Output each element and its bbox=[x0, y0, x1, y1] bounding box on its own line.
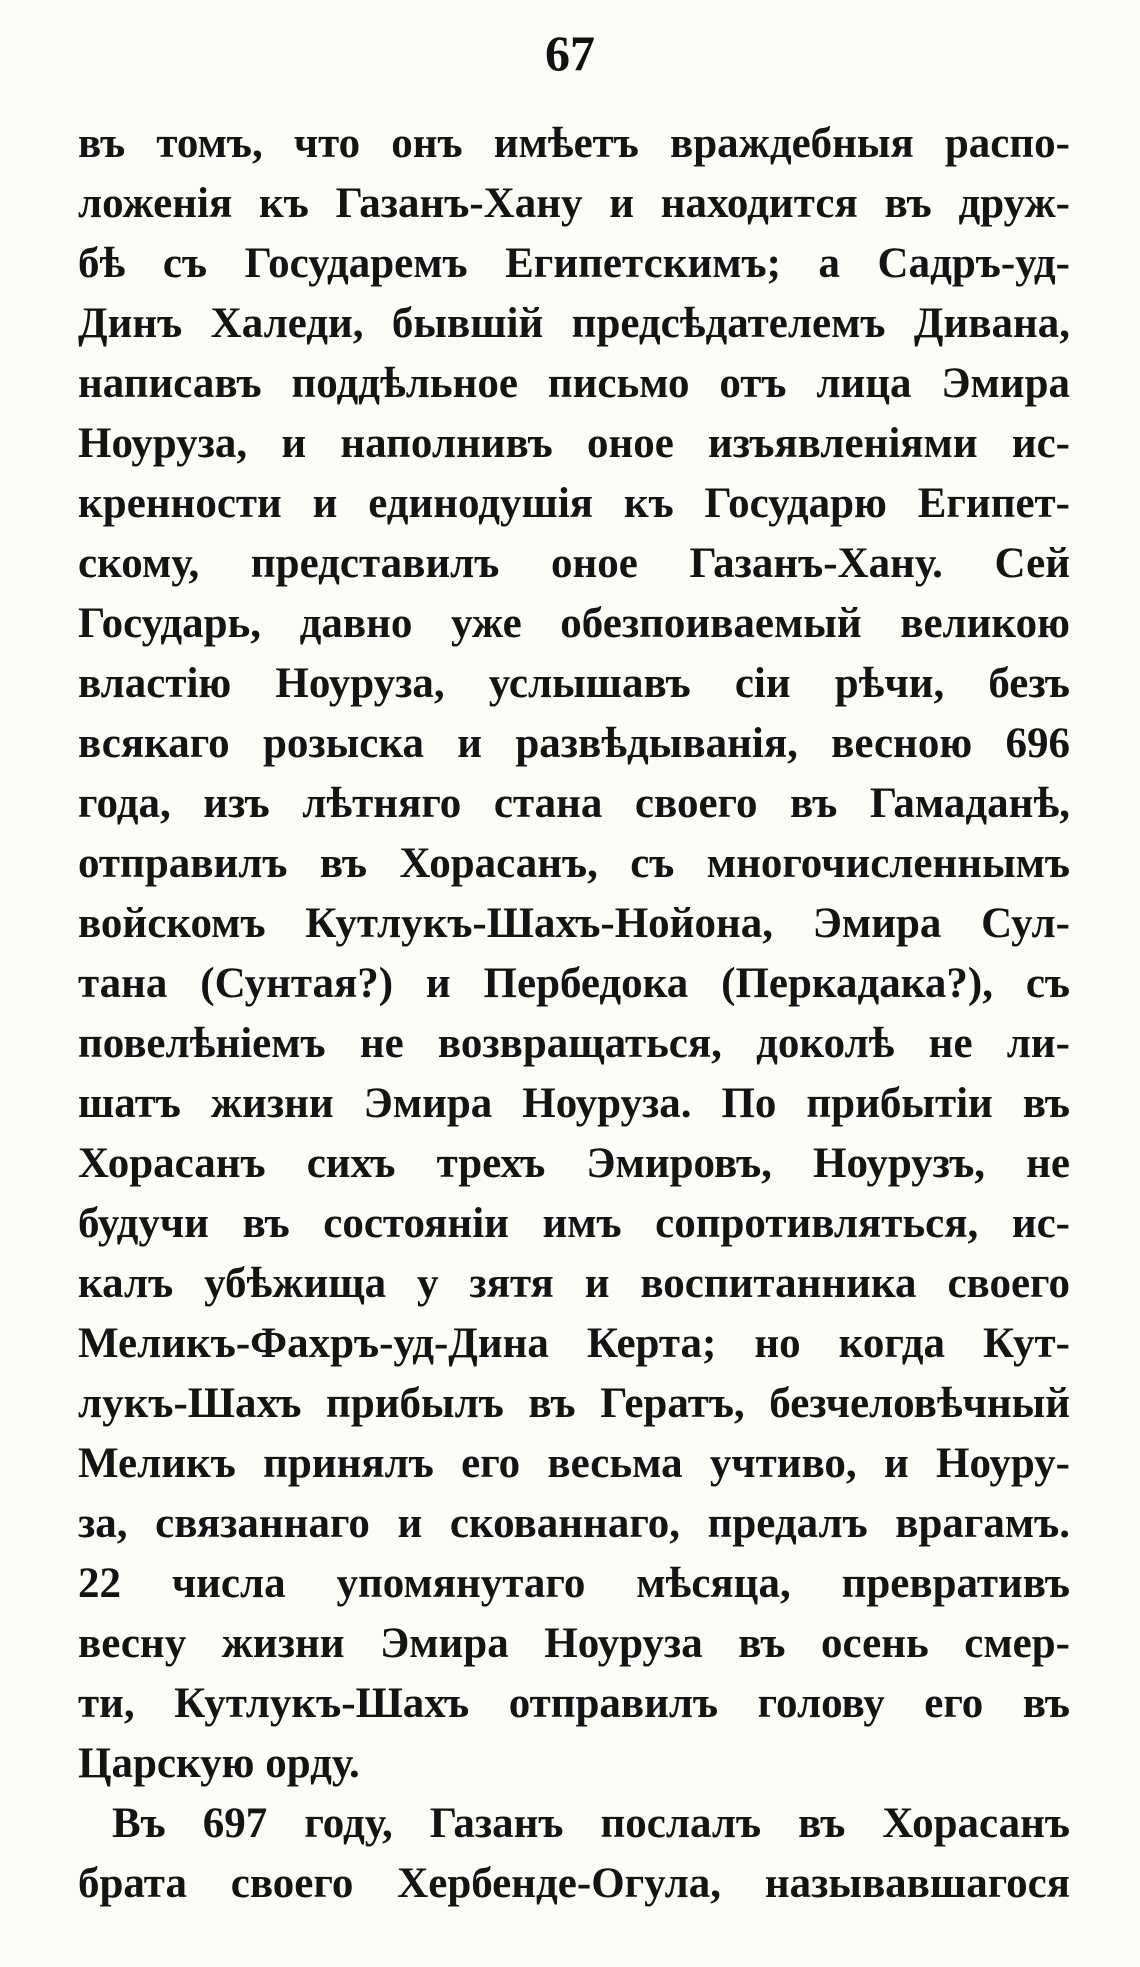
text-line: 22 числа упомянутаго мѣсяца, превративъ bbox=[78, 1560, 1070, 1607]
text-line: года, изъ лѣтняго стана своего въ Гамаданѣ, bbox=[78, 780, 1070, 827]
text-line: тана (Сунтая?) и Пербедока (Перкадака?), съ bbox=[78, 960, 1070, 1007]
text-line: весну жизни Эмира Ноуруза въ осень смер- bbox=[78, 1620, 1070, 1667]
paragraph-end-line: Царскую орду. bbox=[78, 1740, 360, 1787]
text-line: войскомъ Кутлукъ-Шахъ-Нойона, Эмира Сул- bbox=[78, 900, 1070, 947]
text-line: Государь, давно уже обезпоиваемый великою bbox=[78, 600, 1070, 647]
text-line: Ноуруза, и наполнивъ оное изъявленіями ис- bbox=[78, 420, 1070, 467]
text-line: брата своего Хербенде-Огула, называвшагося bbox=[78, 1860, 1070, 1907]
text-line: шатъ жизни Эмира Ноуруза. По прибытіи въ bbox=[78, 1080, 1070, 1127]
text-line: бѣ съ Государемъ Египетскимъ; а Садръ-уд- bbox=[78, 240, 1070, 287]
text-line: Динъ Халеди, бывшій предсѣдателемъ Дивана, bbox=[78, 300, 1070, 347]
text-line: всякаго розыска и развѣдыванія, весною 696 bbox=[78, 720, 1070, 767]
page-number: 67 bbox=[545, 25, 595, 81]
text-line: за, связаннаго и скованнаго, предалъ врагамъ. bbox=[78, 1500, 1070, 1547]
paragraph-start-line: Въ 697 году, Газанъ послалъ въ Хорасанъ bbox=[112, 1800, 1070, 1847]
text-line: Меликъ принялъ его весьма учтиво, и Ноуру- bbox=[78, 1440, 1070, 1487]
text-line: будучи въ состояніи имъ сопротивляться, ис- bbox=[78, 1200, 1070, 1247]
text-line: властію Ноуруза, услышавъ сіи рѣчи, безъ bbox=[78, 660, 1070, 707]
text-line: написавъ поддѣльное письмо отъ лица Эмира bbox=[78, 360, 1070, 407]
text-line: ти, Кутлукъ-Шахъ отправилъ голову его въ bbox=[78, 1680, 1070, 1727]
text-line: отправилъ въ Хорасанъ, съ многочисленнымъ bbox=[78, 840, 1070, 887]
text-line: повелѣніемъ не возвращаться, доколѣ не ли- bbox=[78, 1020, 1070, 1067]
text-line: калъ убѣжища у зятя и воспитанника своего bbox=[78, 1260, 1070, 1307]
text-line: лукъ-Шахъ прибылъ въ Гератъ, безчеловѣчный bbox=[78, 1380, 1070, 1427]
text-line: Хорасанъ сихъ трехъ Эмировъ, Ноурузъ, не bbox=[78, 1140, 1070, 1187]
text-line: въ томъ, что онъ имѣетъ враждебныя распо- bbox=[78, 120, 1070, 167]
text-line: скому, представилъ оное Газанъ-Хану. Сей bbox=[78, 540, 1070, 587]
body-text bbox=[78, 114, 1070, 1914]
text-line: Меликъ-Фахръ-уд-Дина Керта; но когда Кут- bbox=[78, 1320, 1070, 1367]
text-line: ложенія къ Газанъ-Хану и находится въ друж- bbox=[78, 180, 1070, 227]
text-line: кренности и единодушія къ Государю Египет- bbox=[78, 480, 1070, 527]
